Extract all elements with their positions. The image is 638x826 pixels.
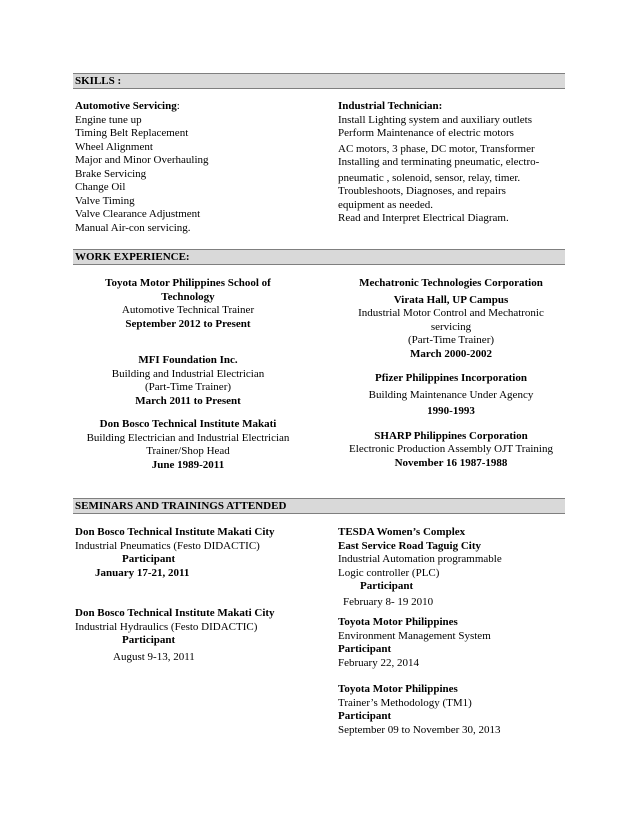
- work-role: Electronic Production Assembly OJT Training: [349, 443, 553, 455]
- skills-left-item: Manual Air-con servicing.: [75, 221, 191, 234]
- seminar-title: Trainer’s Methodology (TM1): [338, 696, 472, 709]
- work-date: March 2011 to Present: [135, 394, 241, 407]
- skills-left-column: [75, 100, 325, 235]
- skills-right-item: Perform Maintenance of electric motors: [338, 127, 514, 139]
- seminar-date: August 9-13, 2011: [113, 650, 195, 663]
- seminar-org: Don Bosco Technical Institute Makati City: [75, 607, 275, 619]
- skills-right-title: Industrial Technician:: [338, 100, 443, 112]
- skills-right-item: pneumatic , solenoid, sensor, relay, timer.: [338, 171, 521, 184]
- seminars-header: SEMINARS AND TRAININGS ATTENDED: [75, 500, 287, 512]
- work-date: 1990-1993: [427, 405, 475, 417]
- skills-left-item: Engine tune up: [75, 113, 142, 126]
- seminar-date: February 22, 2014: [338, 656, 419, 669]
- work-org: Toyota Motor Philippines School of: [105, 277, 271, 289]
- skills-right-item: Install Lighting system and auxiliary outlets: [338, 113, 532, 126]
- skills-header: SKILLS :: [75, 75, 122, 87]
- work-left-column: [73, 277, 303, 472]
- skills-right-item: Read and Interpret Electrical Diagram.: [338, 212, 509, 224]
- skills-left-item: Wheel Alignment: [75, 140, 153, 153]
- work-role: Building Electrician and Industrial Electrician: [86, 431, 290, 444]
- seminar-title: Industrial Automation programmable: [338, 553, 502, 565]
- seminar-org: Toyota Motor Philippines: [338, 683, 458, 695]
- seminar-role: Participant: [122, 553, 176, 565]
- seminar-org: Don Bosco Technical Institute Makati City: [75, 526, 275, 538]
- work-date: March 2000-2002: [410, 347, 492, 360]
- skills-right-item: Troubleshoots, Diagnoses, and repairs: [338, 185, 506, 197]
- work-date: September 2012 to Present: [125, 317, 251, 330]
- seminar-date: September 09 to November 30, 2013: [338, 723, 501, 736]
- seminar-role: Participant: [338, 710, 392, 722]
- seminar-date: January 17-21, 2011: [95, 566, 190, 579]
- work-date: June 1989-2011: [151, 458, 225, 471]
- skills-left-item: Major and Minor Overhauling: [75, 154, 209, 166]
- work-role: (Part-Time Trainer): [144, 381, 232, 393]
- work-role: Building Maintenance Under Agency: [368, 388, 534, 401]
- seminars-header-bar: [73, 498, 565, 514]
- skills-left-item: Change Oil: [75, 181, 126, 193]
- skills-right-item: equipment as needed.: [338, 198, 433, 211]
- skills-left-item: Valve Clearance Adjustment: [75, 208, 201, 220]
- seminar-title: Environment Management System: [338, 629, 491, 642]
- skills-right-item: Installing and terminating pneumatic, electro-: [338, 156, 540, 168]
- skills-right-item: AC motors, 3 phase, DC motor, Transformer: [338, 142, 535, 155]
- seminar-org: TESDA Women’s Complex: [338, 526, 466, 538]
- work-org: Mechatronic Technologies Corporation: [359, 277, 543, 289]
- work-header: WORK EXPERIENCE:: [75, 251, 190, 263]
- skills-header-bar: [73, 73, 565, 89]
- work-right-column: [335, 277, 567, 470]
- work-org: Technology: [161, 290, 215, 303]
- skills-left-item: Valve Timing: [75, 194, 135, 207]
- skills-left-title: Automotive Servicing:: [75, 100, 180, 112]
- seminar-title: Industrial Pneumatics (Festo DIDACTIC): [75, 539, 260, 552]
- work-org: MFI Foundation Inc.: [138, 354, 238, 366]
- work-role: Trainer/Shop Head: [146, 445, 230, 457]
- seminars-right-column: [338, 526, 568, 737]
- seminar-date: February 8- 19 2010: [343, 595, 434, 608]
- work-org: Don Bosco Technical Institute Makati: [99, 418, 277, 430]
- work-org: Pfizer Philippines Incorporation: [375, 372, 527, 384]
- work-role: Automotive Technical Trainer: [121, 304, 255, 316]
- work-header-bar: [73, 249, 565, 265]
- work-role: servicing: [430, 320, 472, 333]
- work-sub-org: Virata Hall, UP Campus: [393, 293, 509, 306]
- work-role: Building and Industrial Electrician: [111, 367, 265, 380]
- work-org: SHARP Philippines Corporation: [374, 429, 528, 442]
- seminar-title: Industrial Hydraulics (Festo DIDACTIC): [75, 620, 258, 633]
- seminar-role: Participant: [338, 643, 392, 655]
- seminar-role: Participant: [360, 580, 414, 592]
- seminar-title: Logic controller (PLC): [338, 566, 440, 579]
- skills-left-item: Brake Servicing: [75, 167, 147, 180]
- seminar-role: Participant: [122, 634, 176, 646]
- work-role: (Part-Time Trainer): [407, 334, 495, 346]
- work-date: November 16 1987-1988: [394, 456, 508, 469]
- seminar-org: Toyota Motor Philippines: [338, 616, 458, 628]
- seminar-org: East Service Road Taguig City: [338, 539, 482, 552]
- skills-left-item: Timing Belt Replacement: [75, 127, 189, 139]
- skills-right-column: [338, 100, 568, 226]
- seminars-left-column: [75, 526, 330, 664]
- work-role: Industrial Motor Control and Mechatronic: [358, 307, 544, 319]
